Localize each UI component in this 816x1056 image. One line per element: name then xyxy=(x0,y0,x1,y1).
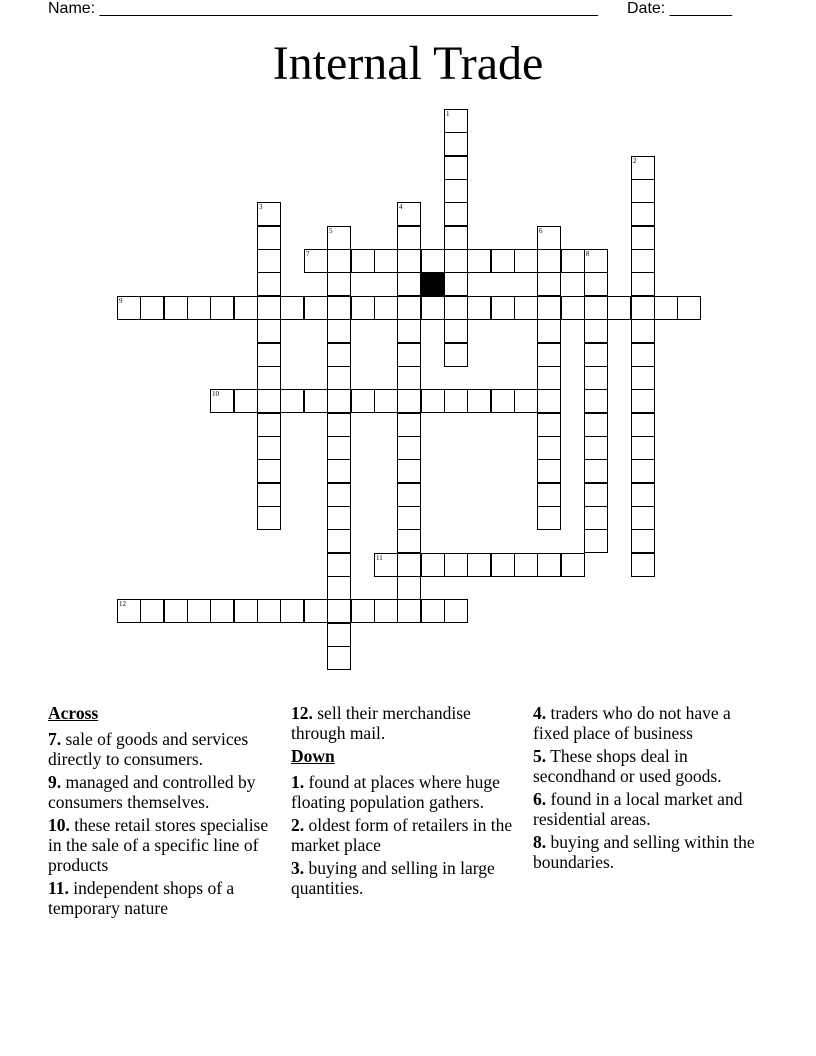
grid-cell[interactable] xyxy=(444,599,468,623)
grid-cell[interactable] xyxy=(117,599,141,623)
grid-cell[interactable] xyxy=(257,249,281,273)
clue-down-5 xyxy=(533,746,761,786)
grid-cell[interactable] xyxy=(327,249,351,273)
grid-cell[interactable] xyxy=(257,319,281,343)
clue-text: buying and selling within the boundaries. xyxy=(533,832,755,872)
grid-cell[interactable] xyxy=(374,389,398,413)
clue-across-9 xyxy=(48,772,276,812)
grid-cell[interactable] xyxy=(327,459,351,483)
grid-cell[interactable] xyxy=(631,179,655,203)
grid-cell[interactable] xyxy=(327,413,351,437)
name-field[interactable]: Name: ________________________________________________________ xyxy=(48,0,598,17)
grid-cell[interactable] xyxy=(631,413,655,437)
grid-cell[interactable] xyxy=(327,529,351,553)
grid-cell[interactable] xyxy=(537,272,561,296)
grid-cell[interactable] xyxy=(397,553,421,577)
grid-cell[interactable] xyxy=(537,506,561,530)
grid-cell[interactable] xyxy=(561,296,585,320)
grid-cell[interactable] xyxy=(351,296,375,320)
grid-cell[interactable] xyxy=(280,296,304,320)
grid-cell[interactable] xyxy=(467,296,491,320)
grid-cell[interactable] xyxy=(327,389,351,413)
grid-cell[interactable] xyxy=(537,296,561,320)
down-clue-list-continued xyxy=(533,703,761,872)
clue-number: 7 xyxy=(306,250,310,258)
clue-number-label: 6. xyxy=(533,789,547,809)
grid-cell[interactable] xyxy=(584,249,608,273)
grid-cell[interactable] xyxy=(234,599,258,623)
grid-cell[interactable] xyxy=(584,436,608,460)
grid-cell[interactable] xyxy=(444,296,468,320)
grid-cell[interactable] xyxy=(327,296,351,320)
grid-cell[interactable] xyxy=(351,599,375,623)
grid-cell[interactable] xyxy=(607,296,631,320)
grid-cell[interactable] xyxy=(397,319,421,343)
grid-cell[interactable] xyxy=(397,599,421,623)
grid-cell[interactable] xyxy=(351,389,375,413)
clue-across-10 xyxy=(48,815,276,875)
grid-cell[interactable] xyxy=(304,599,328,623)
clue-number: 5 xyxy=(329,227,333,235)
grid-cell[interactable] xyxy=(467,553,491,577)
clue-down-8 xyxy=(533,832,761,872)
clue-text: These shops deal in secondhand or used goods. xyxy=(533,746,722,786)
grid-cell[interactable] xyxy=(444,202,468,226)
grid-cell[interactable] xyxy=(631,272,655,296)
grid-cell[interactable] xyxy=(584,366,608,390)
grid-cell[interactable] xyxy=(327,599,351,623)
clue-number-label: 12. xyxy=(291,703,313,723)
grid-cell[interactable] xyxy=(584,529,608,553)
clue-down-3 xyxy=(291,858,519,898)
clue-number-label: 7. xyxy=(48,729,62,749)
grid-cell[interactable] xyxy=(327,646,351,670)
grid-cell[interactable] xyxy=(631,459,655,483)
grid-cell[interactable] xyxy=(631,202,655,226)
clue-down-4 xyxy=(533,703,761,743)
grid-cell[interactable] xyxy=(537,343,561,367)
grid-cell[interactable] xyxy=(140,599,164,623)
black-cell xyxy=(421,272,445,296)
grid-cell[interactable] xyxy=(257,366,281,390)
grid-cell[interactable] xyxy=(514,296,538,320)
grid-cell[interactable] xyxy=(584,319,608,343)
grid-cell[interactable] xyxy=(397,459,421,483)
grid-cell[interactable] xyxy=(374,553,398,577)
clues-column-2 xyxy=(291,703,519,901)
grid-cell[interactable] xyxy=(397,413,421,437)
grid-cell[interactable] xyxy=(537,319,561,343)
grid-cell[interactable] xyxy=(444,226,468,250)
across-clue-list-continued xyxy=(291,703,519,743)
grid-cell[interactable] xyxy=(327,319,351,343)
grid-cell[interactable] xyxy=(444,553,468,577)
grid-cell[interactable] xyxy=(374,599,398,623)
grid-cell[interactable] xyxy=(491,553,515,577)
grid-cell[interactable] xyxy=(397,529,421,553)
clue-across-12 xyxy=(291,703,519,743)
grid-cell[interactable] xyxy=(444,272,468,296)
grid-cell[interactable] xyxy=(210,296,234,320)
grid-cell[interactable] xyxy=(164,296,188,320)
clue-number-label: 10. xyxy=(48,815,70,835)
grid-cell[interactable] xyxy=(631,226,655,250)
grid-cell[interactable] xyxy=(584,413,608,437)
grid-cell[interactable] xyxy=(491,249,515,273)
clue-number-label: 5. xyxy=(533,746,547,766)
grid-cell[interactable] xyxy=(304,249,328,273)
clue-text: found at places where huge floating population gathers. xyxy=(291,772,500,812)
grid-cell[interactable] xyxy=(537,413,561,437)
grid-cell[interactable] xyxy=(561,553,585,577)
grid-cell[interactable] xyxy=(210,389,234,413)
clue-number: 2 xyxy=(633,157,637,165)
grid-cell[interactable] xyxy=(631,436,655,460)
clue-text: traders who do not have a fixed place of business xyxy=(533,703,731,743)
grid-cell[interactable] xyxy=(631,249,655,273)
grid-cell[interactable] xyxy=(327,553,351,577)
grid-cell[interactable] xyxy=(421,296,445,320)
grid-cell[interactable] xyxy=(397,483,421,507)
grid-cell[interactable] xyxy=(421,389,445,413)
grid-cell[interactable] xyxy=(584,459,608,483)
clue-number: 1 xyxy=(446,110,450,118)
grid-cell[interactable] xyxy=(327,623,351,647)
grid-cell[interactable] xyxy=(257,459,281,483)
grid-cell[interactable] xyxy=(257,599,281,623)
grid-cell[interactable] xyxy=(257,483,281,507)
clues-column-3 xyxy=(533,703,761,875)
grid-cell[interactable] xyxy=(397,226,421,250)
grid-cell[interactable] xyxy=(444,156,468,180)
grid-cell[interactable] xyxy=(187,599,211,623)
grid-cell[interactable] xyxy=(234,389,258,413)
clue-number: 6 xyxy=(539,227,543,235)
grid-cell[interactable] xyxy=(397,366,421,390)
grid-cell[interactable] xyxy=(584,506,608,530)
grid-cell[interactable] xyxy=(631,553,655,577)
grid-cell[interactable] xyxy=(631,343,655,367)
grid-cell[interactable] xyxy=(584,483,608,507)
grid-cell[interactable] xyxy=(421,599,445,623)
across-clue-list xyxy=(48,729,276,918)
grid-cell[interactable] xyxy=(327,436,351,460)
down-heading: Down xyxy=(291,746,335,766)
grid-cell[interactable] xyxy=(537,483,561,507)
grid-cell[interactable] xyxy=(584,343,608,367)
grid-cell[interactable] xyxy=(631,483,655,507)
grid-cell[interactable] xyxy=(631,389,655,413)
grid-cell[interactable] xyxy=(631,296,655,320)
grid-cell[interactable] xyxy=(537,459,561,483)
grid-cell[interactable] xyxy=(444,249,468,273)
clue-text: these retail stores specialise in the sale of a specific line of products xyxy=(48,815,269,875)
clue-number-label: 4. xyxy=(533,703,547,723)
clue-number-label: 11. xyxy=(48,878,69,898)
grid-cell[interactable] xyxy=(467,249,491,273)
grid-cell[interactable] xyxy=(327,343,351,367)
grid-cell[interactable] xyxy=(257,413,281,437)
grid-cell[interactable] xyxy=(351,249,375,273)
grid-cell[interactable] xyxy=(654,296,678,320)
clue-down-6 xyxy=(533,789,761,829)
across-heading: Across xyxy=(48,703,99,723)
clue-number-label: 3. xyxy=(291,858,305,878)
clue-number: 4 xyxy=(399,203,403,211)
grid-cell[interactable] xyxy=(444,132,468,156)
grid-cell[interactable] xyxy=(631,156,655,180)
grid-cell[interactable] xyxy=(397,249,421,273)
grid-cell[interactable] xyxy=(327,483,351,507)
grid-cell[interactable] xyxy=(327,576,351,600)
grid-cell[interactable] xyxy=(327,366,351,390)
grid-cell[interactable] xyxy=(677,296,701,320)
grid-cell[interactable] xyxy=(164,599,188,623)
clue-number: 11 xyxy=(376,554,383,562)
grid-cell[interactable] xyxy=(561,249,585,273)
clue-text: managed and controlled by consumers themselves. xyxy=(48,772,256,812)
grid-cell[interactable] xyxy=(421,249,445,273)
clue-down-2 xyxy=(291,815,519,855)
grid-cell[interactable] xyxy=(631,366,655,390)
grid-cell[interactable] xyxy=(397,576,421,600)
grid-cell[interactable] xyxy=(397,202,421,226)
grid-cell[interactable] xyxy=(397,343,421,367)
grid-cell[interactable] xyxy=(327,272,351,296)
clue-number: 3 xyxy=(259,203,263,211)
clue-number-label: 1. xyxy=(291,772,305,792)
clue-text: sale of goods and services directly to consumers. xyxy=(48,729,249,769)
clue-number: 12 xyxy=(119,600,126,608)
grid-cell[interactable] xyxy=(444,109,468,133)
clue-number-label: 9. xyxy=(48,772,62,792)
clue-down-1 xyxy=(291,772,519,812)
clue-text: buying and selling in large quantities. xyxy=(291,858,495,898)
grid-cell[interactable] xyxy=(514,389,538,413)
grid-cell[interactable] xyxy=(257,343,281,367)
grid-cell[interactable] xyxy=(397,436,421,460)
grid-cell[interactable] xyxy=(374,296,398,320)
grid-cell[interactable] xyxy=(584,296,608,320)
grid-cell[interactable] xyxy=(584,272,608,296)
clue-number: 8 xyxy=(586,250,590,258)
grid-cell[interactable] xyxy=(257,226,281,250)
grid-cell[interactable] xyxy=(187,296,211,320)
grid-cell[interactable] xyxy=(140,296,164,320)
clue-number: 9 xyxy=(119,297,123,305)
clues-column-1 xyxy=(48,703,276,921)
clue-across-11 xyxy=(48,878,276,918)
grid-cell[interactable] xyxy=(280,389,304,413)
grid-cell[interactable] xyxy=(280,599,304,623)
grid-cell[interactable] xyxy=(467,389,491,413)
grid-cell[interactable] xyxy=(234,296,258,320)
grid-cell[interactable] xyxy=(631,529,655,553)
date-field[interactable]: Date: _______ xyxy=(627,0,732,17)
clue-text: found in a local market and residential areas. xyxy=(533,789,743,829)
grid-cell[interactable] xyxy=(257,272,281,296)
grid-cell[interactable] xyxy=(444,179,468,203)
grid-cell[interactable] xyxy=(304,389,328,413)
grid-cell[interactable] xyxy=(421,553,445,577)
grid-cell[interactable] xyxy=(210,599,234,623)
grid-cell[interactable] xyxy=(257,436,281,460)
grid-cell[interactable] xyxy=(584,389,608,413)
grid-cell[interactable] xyxy=(327,226,351,250)
clue-text: sell their merchandise through mail. xyxy=(291,703,471,743)
grid-cell[interactable] xyxy=(631,506,655,530)
grid-cell[interactable] xyxy=(374,249,398,273)
grid-cell[interactable] xyxy=(444,343,468,367)
grid-cell[interactable] xyxy=(397,296,421,320)
grid-cell[interactable] xyxy=(537,553,561,577)
grid-cell[interactable] xyxy=(491,296,515,320)
grid-cell[interactable] xyxy=(444,319,468,343)
clue-text: oldest form of retailers in the market place xyxy=(291,815,513,855)
clue-across-7 xyxy=(48,729,276,769)
grid-cell[interactable] xyxy=(257,202,281,226)
page-title: Internal Trade xyxy=(272,37,544,90)
grid-cell[interactable] xyxy=(514,553,538,577)
grid-cell[interactable] xyxy=(257,506,281,530)
grid-cell[interactable] xyxy=(397,272,421,296)
grid-cell[interactable] xyxy=(257,296,281,320)
grid-cell[interactable] xyxy=(491,389,515,413)
grid-cell[interactable] xyxy=(537,366,561,390)
down-clue-list xyxy=(291,772,519,898)
grid-cell[interactable] xyxy=(304,296,328,320)
clue-number-label: 2. xyxy=(291,815,305,835)
grid-cell[interactable] xyxy=(537,249,561,273)
grid-cell[interactable] xyxy=(117,296,141,320)
grid-cell[interactable] xyxy=(537,389,561,413)
grid-cell[interactable] xyxy=(514,249,538,273)
grid-cell[interactable] xyxy=(537,226,561,250)
grid-cell[interactable] xyxy=(397,389,421,413)
clue-text: independent shops of a temporary nature xyxy=(48,878,235,918)
clue-number: 10 xyxy=(212,390,219,398)
grid-cell[interactable] xyxy=(257,389,281,413)
clue-number-label: 8. xyxy=(533,832,547,852)
grid-cell[interactable] xyxy=(444,389,468,413)
grid-cell[interactable] xyxy=(397,506,421,530)
grid-cell[interactable] xyxy=(537,436,561,460)
grid-cell[interactable] xyxy=(327,506,351,530)
grid-cell[interactable] xyxy=(631,319,655,343)
